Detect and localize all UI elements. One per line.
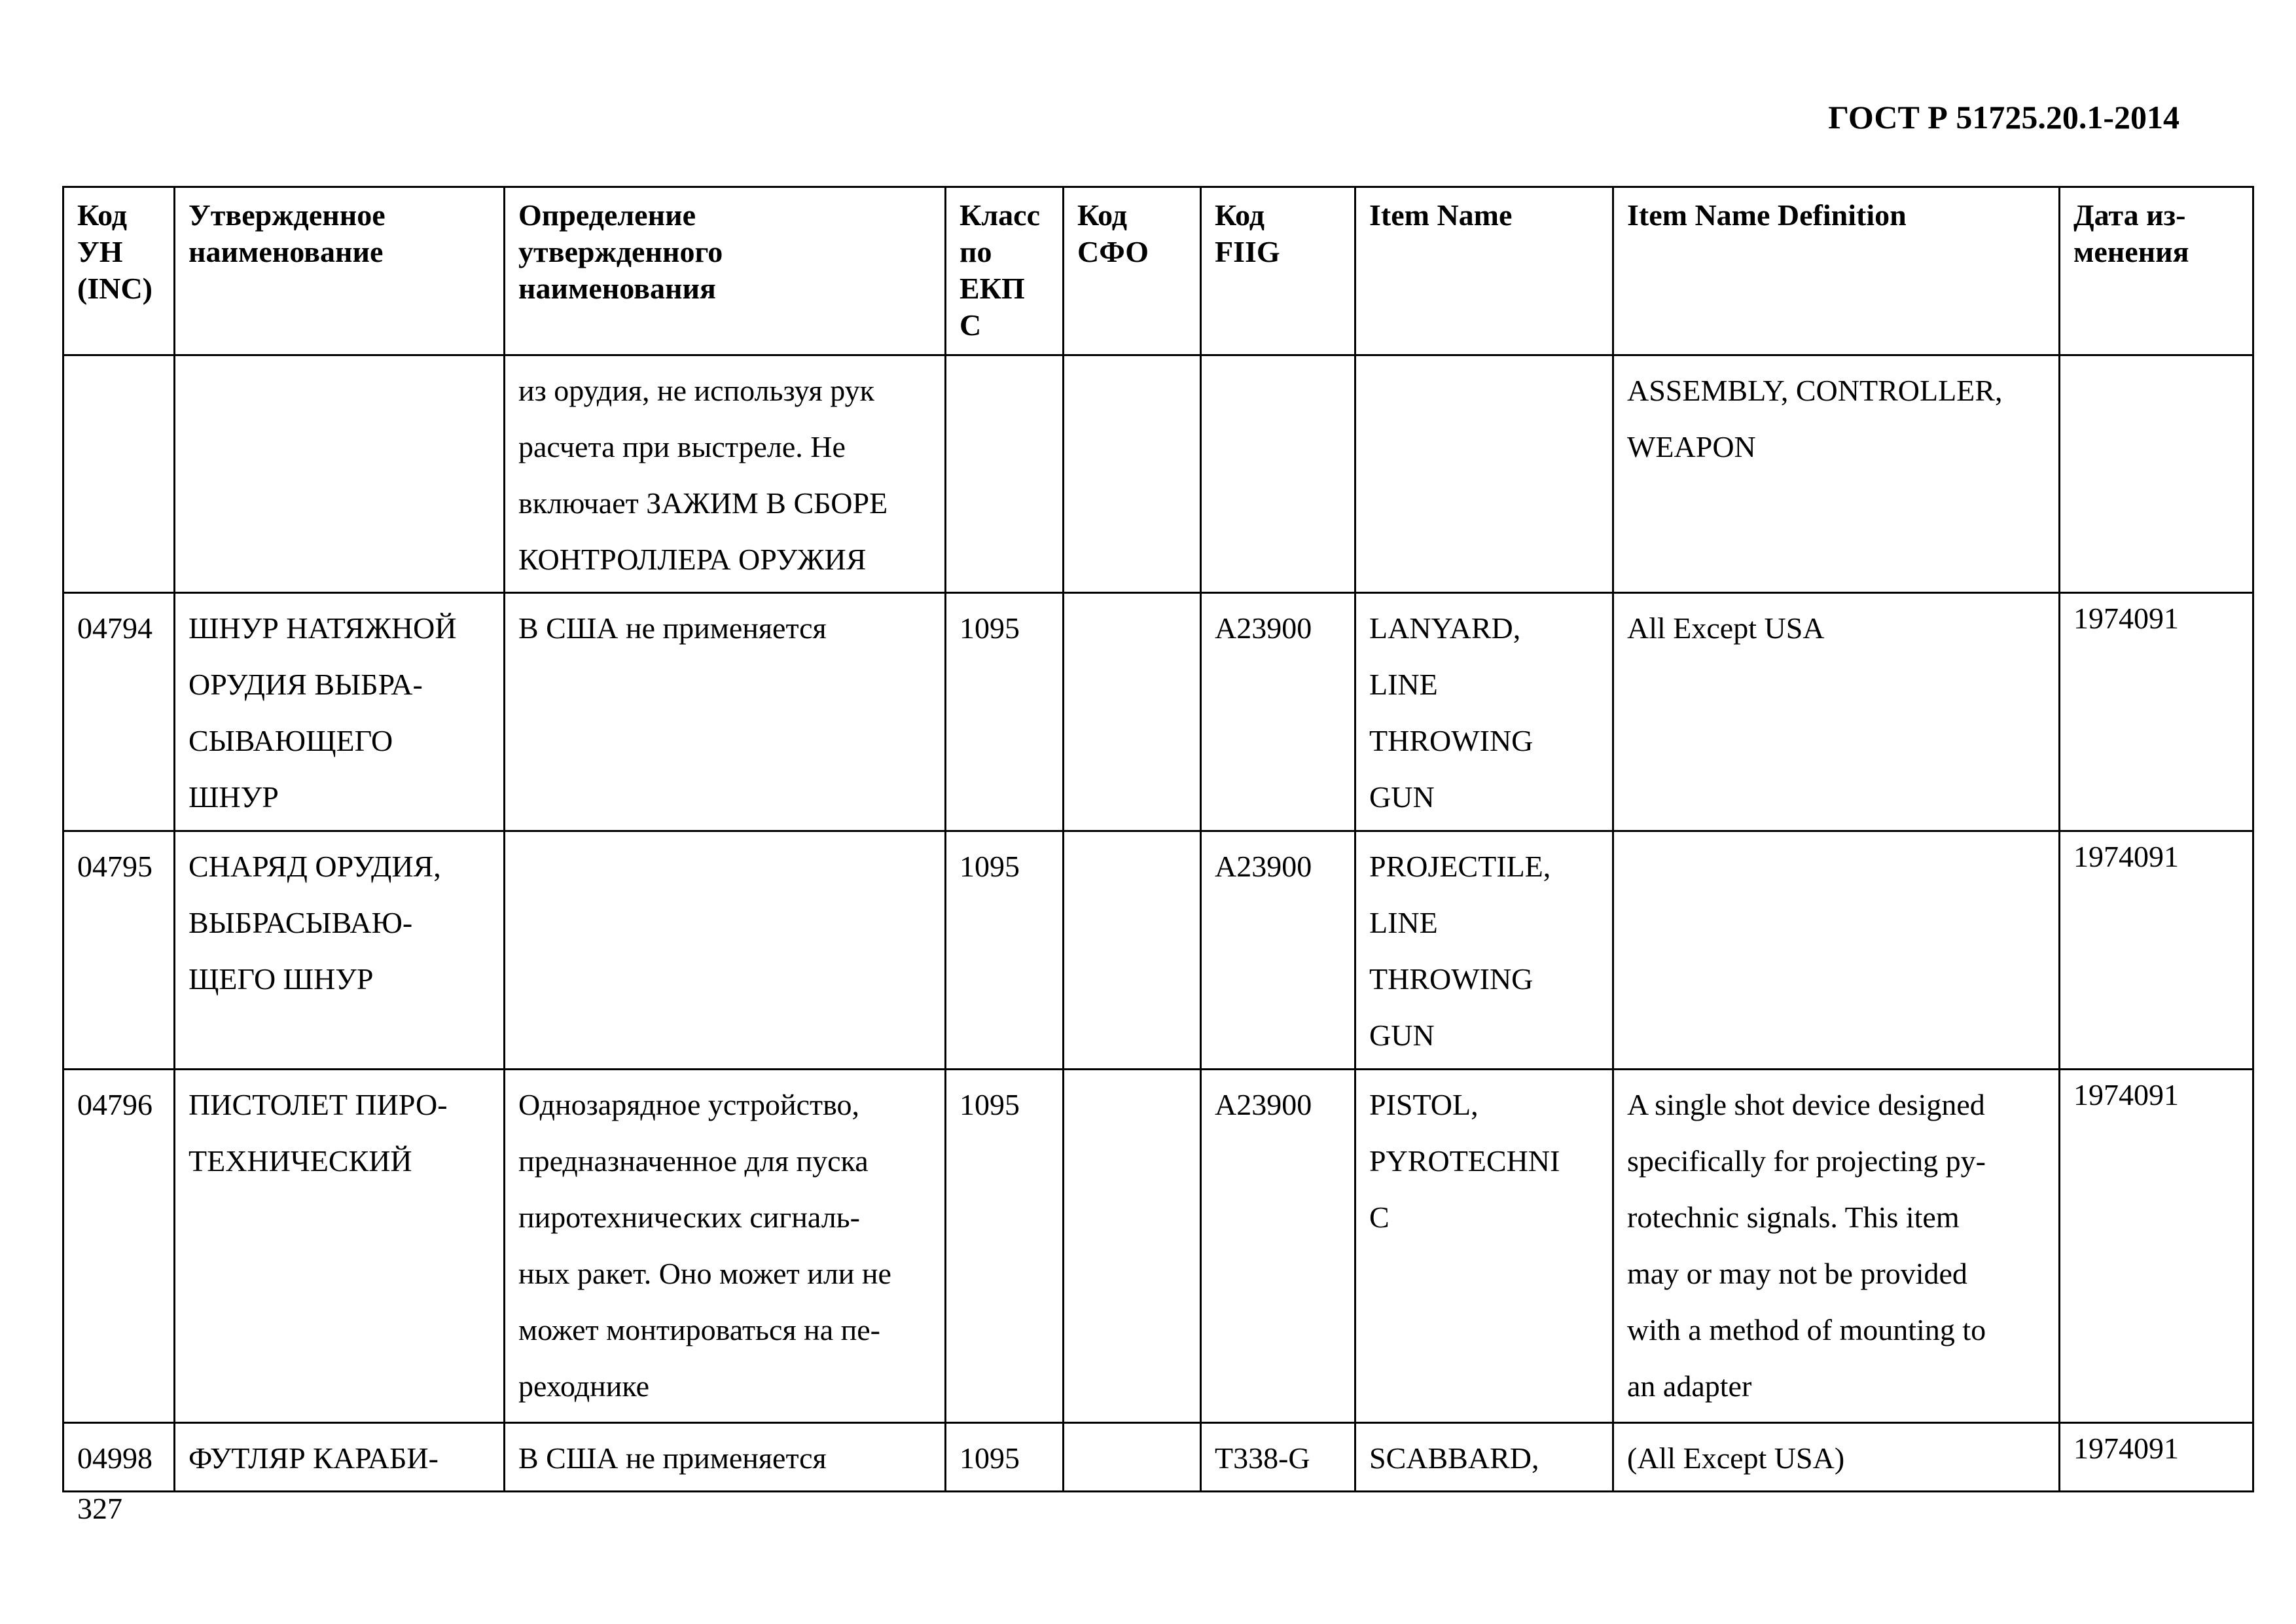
column-header-code-label: Код УН (INC) bbox=[77, 198, 152, 305]
cell-item-name-text: SCABBARD, bbox=[1369, 1441, 1539, 1475]
cell-item-name-text: LANYARD, LINE THROWING GUN bbox=[1369, 611, 1534, 814]
cell-name bbox=[175, 1423, 505, 1492]
cell-sfo bbox=[1064, 593, 1201, 831]
cell-sfo bbox=[1064, 355, 1201, 593]
table-row bbox=[63, 593, 2253, 831]
column-header-sfo-label: Код СФО bbox=[1077, 198, 1149, 268]
cell-date bbox=[2060, 1070, 2253, 1423]
column-header-item-name bbox=[1355, 187, 1613, 355]
cell-code-text: 04998 bbox=[77, 1441, 152, 1475]
cell-name bbox=[175, 355, 505, 593]
cell-fiig bbox=[1201, 593, 1355, 831]
table-header bbox=[63, 187, 2253, 355]
cell-fiig bbox=[1201, 355, 1355, 593]
cell-code-text: 04796 bbox=[77, 1088, 152, 1121]
cell-definition bbox=[505, 355, 946, 593]
cell-date bbox=[2060, 1423, 2253, 1492]
cell-fiig-text: A23900 bbox=[1215, 611, 1312, 645]
cell-date-text: 1974091 bbox=[2073, 1432, 2179, 1465]
cell-item-def-text: All Except USA bbox=[1627, 611, 1825, 645]
cell-item-name-text: PISTOL, PYROTECHNI C bbox=[1369, 1088, 1560, 1234]
cell-item-name bbox=[1355, 1070, 1613, 1423]
cell-item-def bbox=[1613, 1423, 2060, 1492]
cell-class bbox=[946, 831, 1064, 1070]
cell-item-name-text: PROJECTILE, LINE THROWING GUN bbox=[1369, 850, 1551, 1052]
cell-definition-text: из орудия, не используя рук расчета при выстреле. Не включает ЗАЖИМ В СБОРЕ КОНТРОЛЛЕРА ОРУЖИЯ bbox=[518, 374, 888, 576]
cell-date-text: 1974091 bbox=[2073, 840, 2179, 873]
cell-code-text: 04794 bbox=[77, 611, 152, 645]
table-row bbox=[63, 831, 2253, 1070]
cell-definition bbox=[505, 593, 946, 831]
cell-code bbox=[63, 1423, 175, 1492]
nomenclature-table bbox=[62, 186, 2254, 1492]
column-header-sfo bbox=[1064, 187, 1201, 355]
column-header-class-label: Класс по ЕКП С bbox=[960, 198, 1040, 342]
cell-class bbox=[946, 1070, 1064, 1423]
cell-name-text: ПИСТОЛЕТ ПИРО- ТЕХНИЧЕСКИЙ bbox=[188, 1088, 448, 1178]
cell-item-def bbox=[1613, 593, 2060, 831]
cell-code-text: 04795 bbox=[77, 850, 152, 883]
cell-item-name bbox=[1355, 831, 1613, 1070]
cell-item-def bbox=[1613, 1070, 2060, 1423]
cell-item-name bbox=[1355, 593, 1613, 831]
column-header-date bbox=[2060, 187, 2253, 355]
cell-class-text: 1095 bbox=[960, 850, 1020, 883]
cell-date bbox=[2060, 593, 2253, 831]
cell-definition bbox=[505, 831, 946, 1070]
column-header-fiig-label: Код FIIG bbox=[1215, 198, 1280, 268]
cell-item-name bbox=[1355, 355, 1613, 593]
cell-class bbox=[946, 355, 1064, 593]
cell-class-text: 1095 bbox=[960, 1088, 1020, 1121]
cell-name-text: ШНУР НАТЯЖНОЙ ОРУДИЯ ВЫБРА- СЫВАЮЩЕГО ШНУР bbox=[188, 611, 457, 814]
header-row bbox=[63, 187, 2253, 355]
cell-fiig bbox=[1201, 1423, 1355, 1492]
cell-definition bbox=[505, 1423, 946, 1492]
cell-definition-text: Однозарядное устройство, предназначенное для пуска пиротехнических сигналь- ных ракет. Оно может или не может монтироваться на пе- реходнике bbox=[518, 1088, 891, 1403]
cell-code bbox=[63, 831, 175, 1070]
cell-code bbox=[63, 593, 175, 831]
cell-fiig bbox=[1201, 1070, 1355, 1423]
cell-fiig bbox=[1201, 831, 1355, 1070]
cell-fiig-text: A23900 bbox=[1215, 850, 1312, 883]
cell-item-def-text: (All Except USA) bbox=[1627, 1441, 1845, 1475]
column-header-class bbox=[946, 187, 1064, 355]
cell-name bbox=[175, 1070, 505, 1423]
cell-sfo bbox=[1064, 831, 1201, 1070]
column-header-date-label: Дата из- менения bbox=[2073, 198, 2189, 268]
cell-name bbox=[175, 831, 505, 1070]
column-header-definition-label: Определение утвержденного наименования bbox=[518, 198, 723, 305]
cell-definition bbox=[505, 1070, 946, 1423]
table-body bbox=[63, 355, 2253, 1492]
cell-class bbox=[946, 1423, 1064, 1492]
cell-fiig-text: A23900 bbox=[1215, 1088, 1312, 1121]
cell-name-text: ФУТЛЯР КАРАБИ- bbox=[188, 1441, 439, 1475]
column-header-name bbox=[175, 187, 505, 355]
cell-definition-text: В США не применяется bbox=[518, 1441, 827, 1475]
cell-item-def-text: ASSEMBLY, CONTROLLER, WEAPON bbox=[1627, 374, 2003, 463]
column-header-item-def bbox=[1613, 187, 2060, 355]
page-number: 327 bbox=[77, 1492, 122, 1525]
column-header-item-def-label: Item Name Definition bbox=[1627, 198, 1907, 232]
cell-sfo bbox=[1064, 1423, 1201, 1492]
cell-definition-text: В США не применяется bbox=[518, 611, 827, 645]
cell-date-text: 1974091 bbox=[2073, 1078, 2179, 1111]
column-header-definition bbox=[505, 187, 946, 355]
cell-code bbox=[63, 355, 175, 593]
cell-item-def-text: A single shot device designed specifically for projecting py- rotechnic signals. This item may or may not be provided with a method of mounting to an adapter bbox=[1627, 1088, 1986, 1403]
table-row bbox=[63, 1070, 2253, 1423]
cell-date-text: 1974091 bbox=[2073, 602, 2179, 635]
cell-item-def bbox=[1613, 831, 2060, 1070]
table-row bbox=[63, 1423, 2253, 1492]
table-row bbox=[63, 355, 2253, 593]
cell-code bbox=[63, 1070, 175, 1423]
cell-class-text: 1095 bbox=[960, 611, 1020, 645]
column-header-fiig bbox=[1201, 187, 1355, 355]
column-header-code bbox=[63, 187, 175, 355]
cell-sfo bbox=[1064, 1070, 1201, 1423]
cell-name bbox=[175, 593, 505, 831]
column-header-name-label: Утвержденное наименование bbox=[188, 198, 386, 268]
cell-fiig-text: T338-G bbox=[1215, 1441, 1310, 1475]
cell-item-name bbox=[1355, 1423, 1613, 1492]
cell-date bbox=[2060, 831, 2253, 1070]
cell-class-text: 1095 bbox=[960, 1441, 1020, 1475]
column-header-item-name-label: Item Name bbox=[1369, 198, 1513, 232]
cell-item-def bbox=[1613, 355, 2060, 593]
document-code: ГОСТ Р 51725.20.1-2014 bbox=[1828, 99, 2179, 135]
cell-name-text: СНАРЯД ОРУДИЯ, ВЫБРАСЫВАЮ- ЩЕГО ШНУР bbox=[188, 850, 441, 996]
cell-class bbox=[946, 593, 1064, 831]
cell-date bbox=[2060, 355, 2253, 593]
